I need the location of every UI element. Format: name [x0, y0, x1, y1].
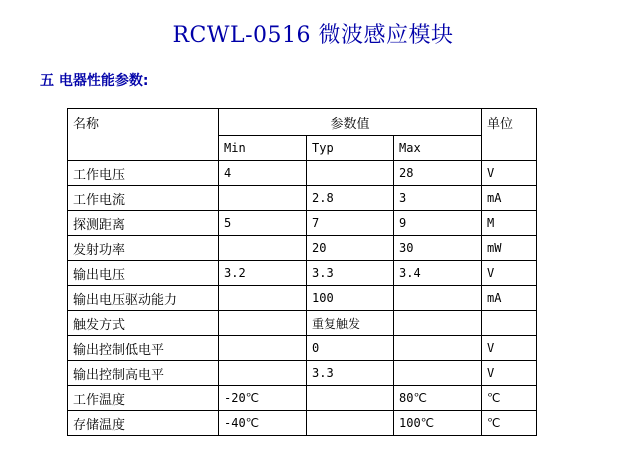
cell-name: 探测距离: [68, 211, 219, 236]
cell-max: [394, 286, 482, 311]
cell-typ: [307, 386, 394, 411]
header-unit: 单位: [482, 109, 537, 161]
cell-max: 80℃: [394, 386, 482, 411]
table-row: [68, 236, 537, 261]
table-row: [68, 161, 537, 186]
cell-unit: V: [482, 161, 537, 186]
cell-min: [219, 361, 307, 386]
cell-unit: V: [482, 336, 537, 361]
cell-max: [394, 311, 482, 336]
section-heading: 五 电器性能参数:: [40, 73, 149, 89]
cell-name: 发射功率: [68, 236, 219, 261]
cell-typ: 重复触发: [307, 311, 394, 336]
cell-unit: V: [482, 261, 537, 286]
cell-max: [394, 361, 482, 386]
cell-min: [219, 286, 307, 311]
table-row: [68, 261, 537, 286]
cell-name: 工作温度: [68, 386, 219, 411]
cell-typ: 2.8: [307, 186, 394, 211]
cell-min: [219, 336, 307, 361]
cell-typ: 0: [307, 336, 394, 361]
cell-max: [394, 336, 482, 361]
cell-min: -40℃: [219, 411, 307, 436]
cell-max: 28: [394, 161, 482, 186]
cell-typ: 7: [307, 211, 394, 236]
cell-max: 100℃: [394, 411, 482, 436]
table-header-row: [68, 109, 537, 136]
cell-typ: 20: [307, 236, 394, 261]
cell-min: 3.2: [219, 261, 307, 286]
cell-min: [219, 236, 307, 261]
header-name: 名称: [68, 109, 219, 161]
header-max: Max: [394, 136, 482, 161]
table-row: [68, 211, 537, 236]
cell-unit: mW: [482, 236, 537, 261]
cell-unit: ℃: [482, 386, 537, 411]
cell-name: 输出控制高电平: [68, 361, 219, 386]
cell-name: 触发方式: [68, 311, 219, 336]
cell-unit: [482, 311, 537, 336]
cell-typ: [307, 411, 394, 436]
cell-unit: mA: [482, 286, 537, 311]
cell-typ: 3.3: [307, 261, 394, 286]
cell-typ: 3.3: [307, 361, 394, 386]
cell-min: [219, 311, 307, 336]
cell-unit: ℃: [482, 411, 537, 436]
cell-name: 存储温度: [68, 411, 219, 436]
table-row: [68, 286, 537, 311]
cell-min: [219, 186, 307, 211]
table-row: [68, 186, 537, 211]
cell-name: 输出控制低电平: [68, 336, 219, 361]
cell-min: 5: [219, 211, 307, 236]
cell-typ: 100: [307, 286, 394, 311]
document-title: RCWL-0516 微波感应模块: [172, 23, 454, 48]
cell-unit: V: [482, 361, 537, 386]
table-row: [68, 411, 537, 436]
table-row: [68, 386, 537, 411]
cell-unit: M: [482, 211, 537, 236]
cell-name: 工作电流: [68, 186, 219, 211]
header-typ: Typ: [307, 136, 394, 161]
cell-name: 输出电压: [68, 261, 219, 286]
cell-max: 3: [394, 186, 482, 211]
table-row: [68, 361, 537, 386]
cell-max: 30: [394, 236, 482, 261]
table-row: [68, 336, 537, 361]
header-min: Min: [219, 136, 307, 161]
header-params: 参数值: [219, 109, 482, 136]
cell-name: 工作电压: [68, 161, 219, 186]
cell-name: 输出电压驱动能力: [68, 286, 219, 311]
electrical-parameters-table: [67, 108, 537, 436]
table-row: [68, 311, 537, 336]
cell-typ: [307, 161, 394, 186]
cell-min: 4: [219, 161, 307, 186]
cell-min: -20℃: [219, 386, 307, 411]
cell-unit: mA: [482, 186, 537, 211]
cell-max: 3.4: [394, 261, 482, 286]
cell-max: 9: [394, 211, 482, 236]
